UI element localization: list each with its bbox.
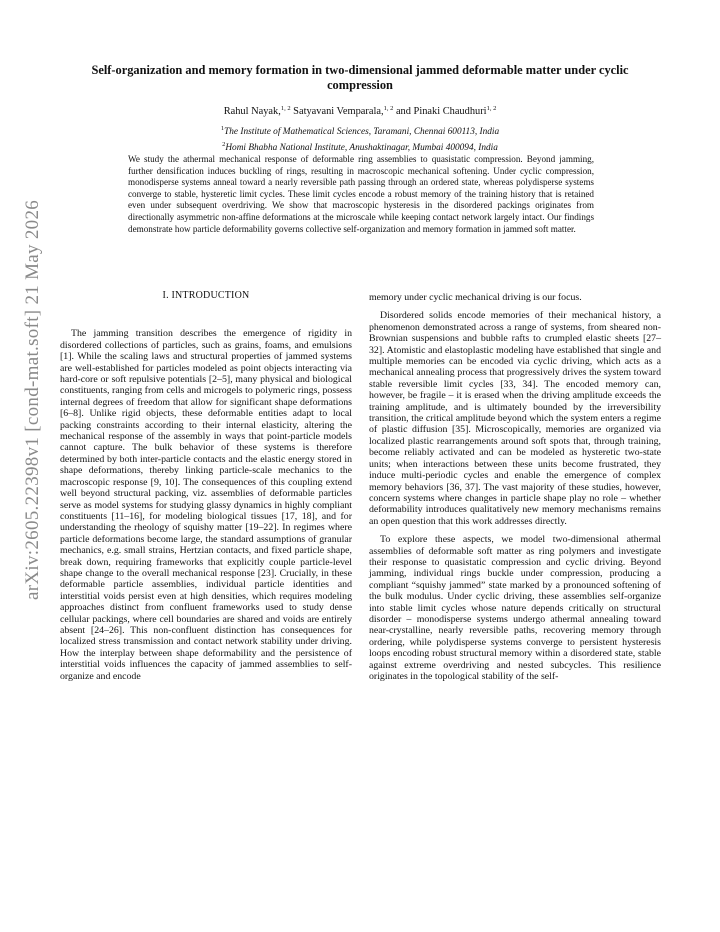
abstract: We study the athermal mechanical response of deformable ring assemblies to quasistatic compression. Beyond jamming, further densification induces buckling of rings, resulting in macroscopic mechanical softening. Under cyclic compression, monodisperse systems anneal toward a nearly reversible path passing through an ordered state, whereas polydisperse systems converge to stable, hysteretic limit cycles. These limit cycles encode a robust memory of the training history that is retained even under subsequent overdriving. We show that macroscopic hysteresis in the disordered packings originates from directionally asymmetric non-affine deformations at the microscale while keeping contact network largely intact. Our findings demonstrate how particle deformability governs collective self-organization and memory formation in jammed soft matter.: [128, 154, 594, 234]
author-name: Rahul Nayak,: [223, 106, 281, 117]
affiliation-text: The Institute of Mathematical Sciences, Taramani, Chennai 600113, India: [224, 127, 500, 137]
affiliation-number: 1: [220, 125, 225, 132]
body-paragraph: To explore these aspects, we model two-dimensional athermal assemblies of deformable soft matter as ring polymers and investigate their response to quasistatic compression and cyclic driving. Beyond jamming, individual rings buckle under compression, producing a compliant “squishy jammed” state marked by a pronounced softening of the bulk modulus. Under cyclic driving, these assemblies self-organize into stable limit cycles whose nature depends critically on structural disorder – monodisperse systems undergo athermal annealing toward near-crystalline, nearly reversible paths, recovering memory through ordering, while polydisperse systems converge to persistent hysteresis loops encoding robust structural memory within a disordered state, stable against extreme overdriving and nested subcycles. This resilience originates in the topological stability of the self-: [369, 534, 661, 682]
author-affil-sup: 1, 2: [383, 105, 394, 112]
affiliation-line: [60, 123, 660, 139]
author-affil-sup: 1, 2: [486, 105, 497, 112]
affiliations: [60, 123, 660, 154]
right-column: [369, 292, 661, 682]
section-heading: I. INTRODUCTION: [162, 290, 250, 301]
body-paragraph: Disordered solids encode memories of their mechanical history, a phenomenon demonstrated across a range of systems, from sheared non-Brownian suspensions and bubble rafts to crumpled elastic sheets [27–32]. Atomistic and elastoplastic modeling have established that single and multiple memories can be encoded via cyclic driving, which acts as a mechanical annealing process that progressively drives the system toward stable reversible limit cycles [33, 34]. The encoded memory can, however, be fragile – it is erased when the driving amplitude exceeds the training amplitude, and is ultimately bounded by the irreversibility transition, the critical amplitude beyond which the system enters a regime of plastic diffusion [35]. Microscopically, memories are organized via localized plastic rearrangements around soft spots that, through training, become reliably activated and can be modeled as hysteretic two-state units; when interactions between these units become frustrated, they induce multi-periodic cycles and enable the emergence of complex memory behaviors [36, 37]. The vast majority of these studies, however, concern systems where changes in particle shape play no role – whether deformability introduces qualitatively new memory mechanisms remains an open question that this work addresses directly.: [369, 310, 661, 527]
author-affil-sup: 1, 2: [280, 105, 291, 112]
author-name: Satyavani Vemparala,: [290, 106, 384, 117]
affiliation-line: [60, 139, 660, 155]
author-name: and Pinaki Chaudhuri: [393, 106, 487, 117]
affiliation-number: 2: [222, 140, 226, 148]
author-list: [60, 105, 660, 117]
paper-title: Self-organization and memory formation in two-dimensional jammed deformable matter under cyclic compression: [91, 63, 629, 92]
body-paragraph: The jamming transition describes the emergence of rigidity in disordered collections of particles, such as grains, foams, and emulsions [1]. While the scaling laws and structural properties of jammed systems are well-established for particles modeled as point objects interacting via hard-core or soft repulsive potentials [2–5], many physical and biological constituents, ranging from cells and microgels to polymeric rings, possess internal degrees of freedom that allow for significant shape deformations [6–8]. Unlike rigid objects, these deformable entities adapt to local packing constraints according to their internal elasticity, altering the mechanical response of the assembly in ways that point-particle models cannot capture. The bulk behavior of these systems is therefore determined by both inter-particle contacts and the elastic energy stored in shape deformations, thereby linking particle-scale mechanics to the macroscopic response [9, 10]. The consequences of this coupling extend well beyond structural packing, viz. assemblies of deformable particles serve as model systems for studying glassy dynamics in highly compliant constituents [11–16], for modeling biological tissues [17, 18], and for understanding the rheology of squishy matter [19–22]. In regimes where particle deformations become large, the standard assumptions of granular mechanics, e.g. small strains, Hertzian contacts, and fixed particle shape, break down, requiring frameworks that explicitly couple particle-level shape change to the overall mechanical response [23]. Crucially, in these deformable particle assemblies, individual particle identities and interstitial voids persist even at high densities, which requires modeling approaches distinct from confluent frameworks used to study dense cellular packings, where cell boundaries are shared and voids are entirely absent [24–26]. This non-confluent distinction has consequences for localized stress transmission and contact network stability under driving. How the interplay between shape deformability and the persistence of interstitial voids influences the capacity of jammed assemblies to self-organize and encode: [60, 328, 352, 682]
left-column: [60, 290, 352, 682]
body-paragraph-continued: memory under cyclic mechanical driving is our focus.: [369, 292, 582, 303]
affiliation-text: Homi Bhabha National Institute, Anushaktinagar, Mumbai 400094, India: [225, 142, 498, 153]
arxiv-identifier: arXiv:2605.22398v1 [cond-mat.soft] 21 May 2026: [22, 199, 43, 600]
